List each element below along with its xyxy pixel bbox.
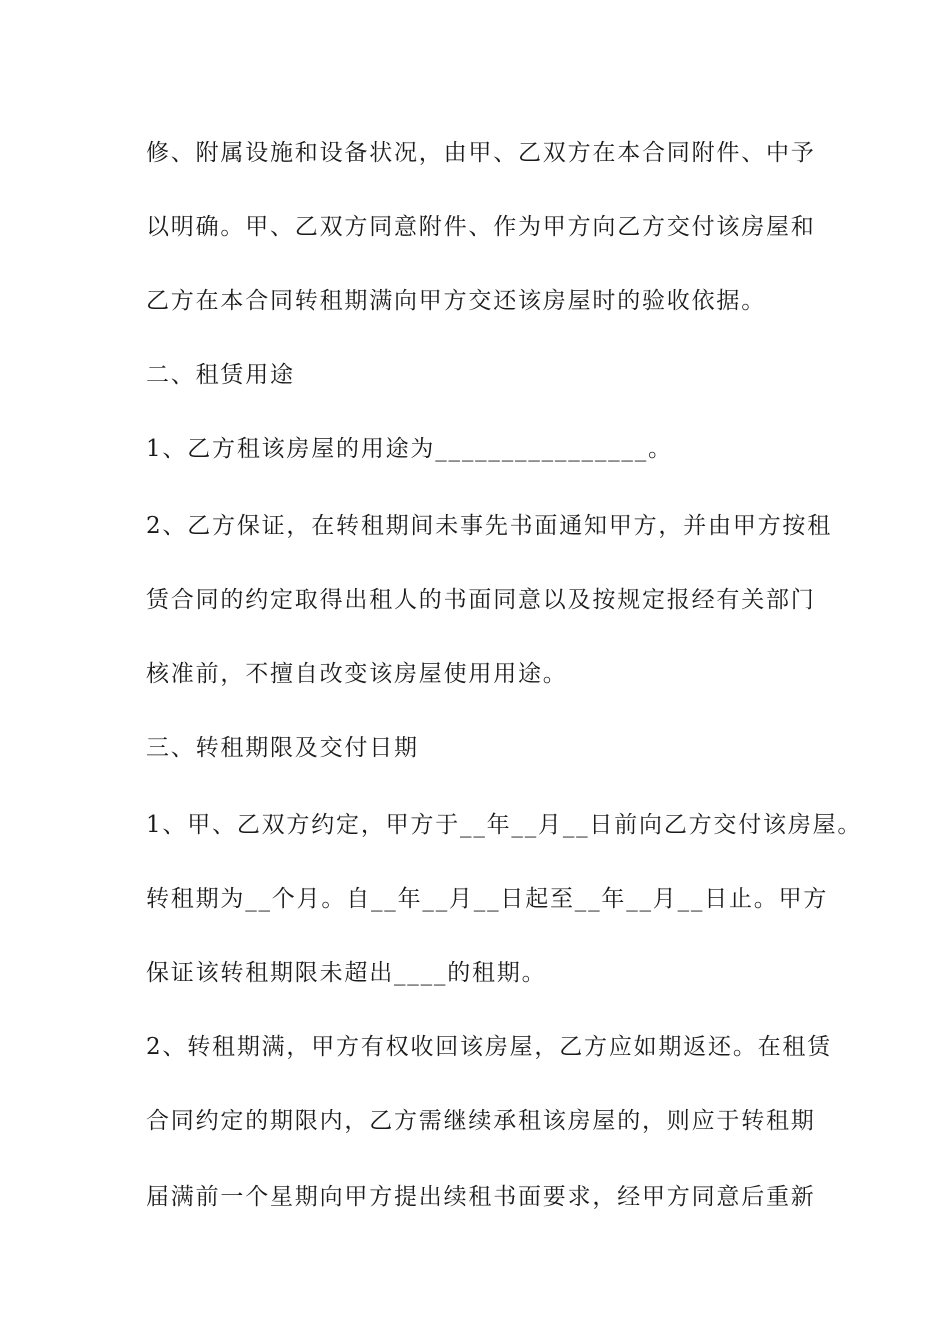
- paragraph-line: 核准前，不擅自改变该房屋使用用途。: [146, 661, 568, 687]
- paragraph-line: 保证该转租期限未超出____的租期。: [146, 960, 547, 986]
- paragraph-line: 1、甲、乙双方约定，甲方于__年__月__日前向乙方交付该房屋。: [146, 812, 863, 838]
- paragraph-line: 2、转租期满，甲方有权收回该房屋，乙方应如期返还。在租赁: [146, 1034, 833, 1060]
- paragraph-line: 2、乙方保证，在转租期间未事先书面通知甲方，并由甲方按租: [146, 513, 833, 539]
- paragraph-line: 乙方在本合同转租期满向甲方交还该房屋时的验收依据。: [146, 288, 766, 314]
- paragraph-line: 赁合同的约定取得出租人的书面同意以及按规定报经有关部门: [146, 587, 816, 613]
- paragraph-line: 届满前一个星期向甲方提出续租书面要求，经甲方同意后重新: [146, 1184, 816, 1210]
- paragraph-line: 以明确。甲、乙双方同意附件、作为甲方向乙方交付该房屋和: [146, 214, 816, 240]
- paragraph-line: 修、附属设施和设备状况，由甲、乙双方在本合同附件、中予: [146, 140, 816, 166]
- section-heading: 二、租赁用途: [146, 362, 295, 388]
- paragraph-line: 1、乙方租该房屋的用途为________________。: [146, 436, 673, 462]
- paragraph-line: 转租期为__个月。自__年__月__日起至__年__月__日止。甲方: [146, 886, 829, 912]
- paragraph-line: 合同约定的期限内，乙方需继续承租该房屋的，则应于转租期: [146, 1108, 816, 1134]
- section-heading: 三、转租期限及交付日期: [146, 735, 419, 761]
